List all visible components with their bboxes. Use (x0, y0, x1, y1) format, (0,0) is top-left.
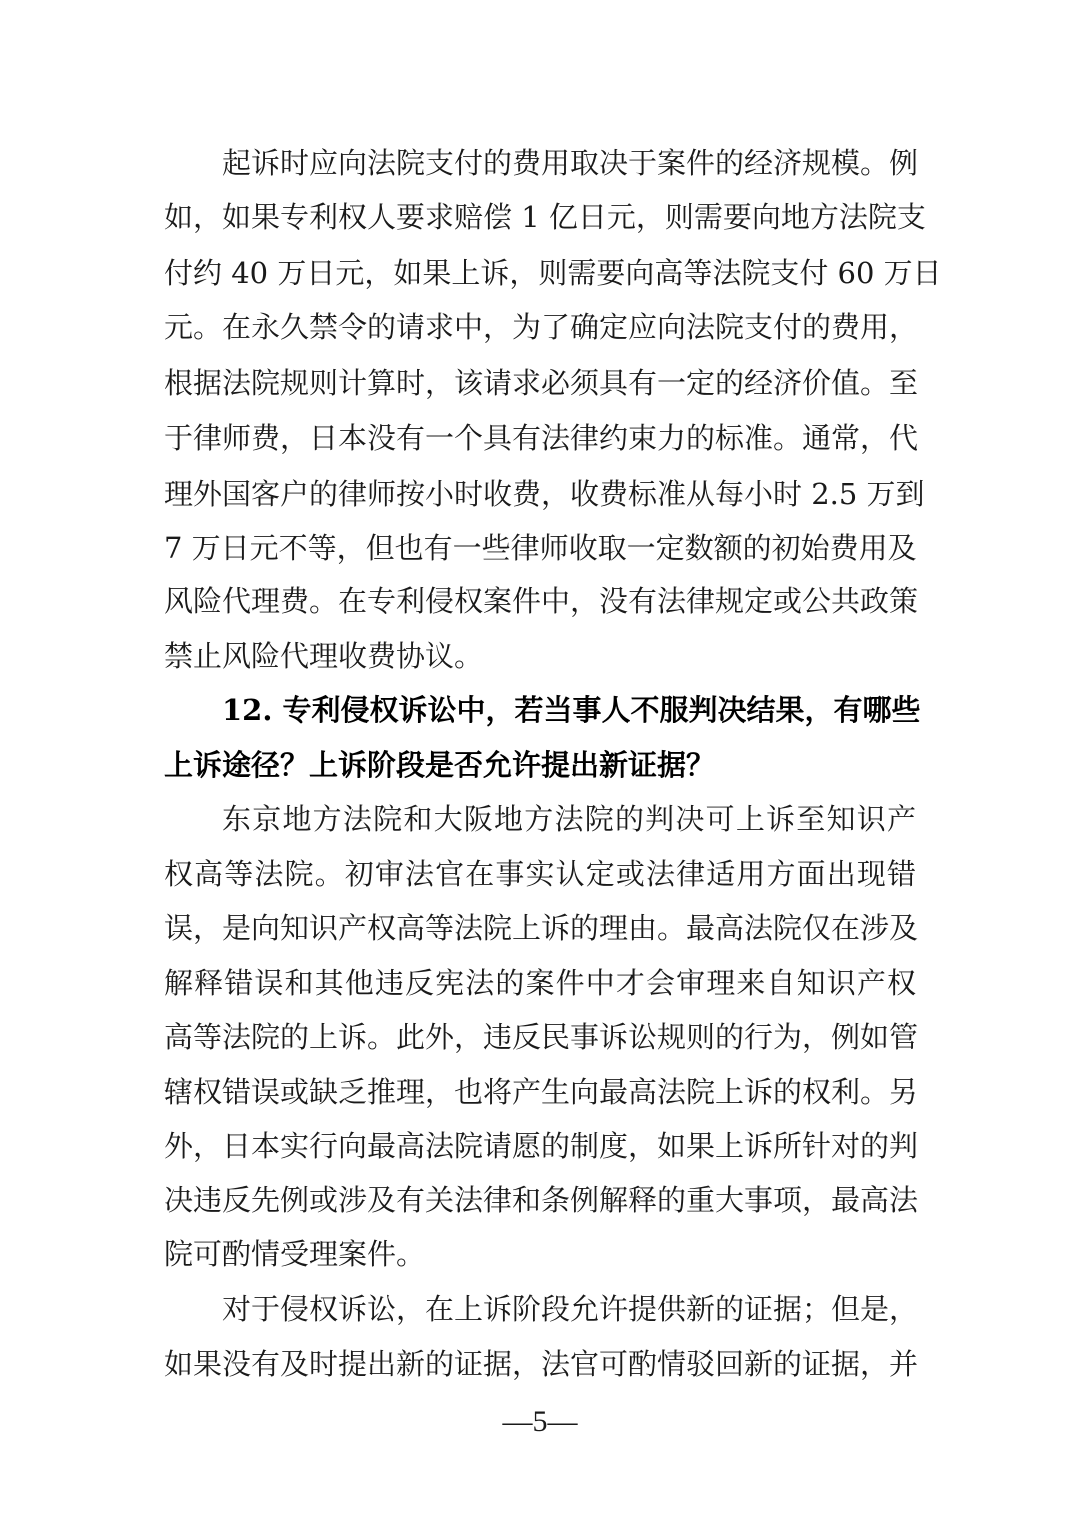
paragraph-line: 付约 40 万日元，如果上诉，则需要向高等法院支付 60 万日 (164, 256, 942, 290)
paragraph-line: 风险代理费。在专利侵权案件中，没有法律规定或公共政策 (164, 584, 919, 618)
paragraph-line: 如，如果专利权人要求赔偿 1 亿日元，则需要向地方法院支 (164, 200, 926, 234)
paragraph-line: 决违反先例或涉及有关法律和条例解释的重大事项，最高法 (164, 1183, 919, 1217)
paragraph-line: 7 万日元不等，但也有一些律师收取一定数额的初始费用及 (164, 531, 917, 565)
paragraph-line: 解释错误和其他违反宪法的案件中才会审理来自知识产权 (164, 966, 916, 1000)
paragraph-line: 高等法院的上诉。此外，违反民事诉讼规则的行为，例如管 (164, 1020, 919, 1054)
paragraph-line: 元。在永久禁令的请求中，为了确定应向法院支付的费用， (164, 310, 919, 344)
paragraph-line: 误，是向知识产权高等法院上诉的理由。最高法院仅在涉及 (164, 911, 919, 945)
paragraph-line: 外，日本实行向最高法院请愿的制度，如果上诉所针对的判 (164, 1129, 919, 1163)
paragraph-line: 东京地方法院和大阪地方法院的判决可上诉至知识产 (222, 802, 916, 836)
paragraph-line: 根据法院规则计算时，该请求必须具有一定的经济价值。至 (164, 366, 919, 400)
paragraph-line: 起诉时应向法院支付的费用取决于案件的经济规模。例 (222, 146, 919, 180)
paragraph-line: 对于侵权诉讼，在上诉阶段允许提供新的证据；但是， (222, 1292, 919, 1326)
paragraph-line: 院可酌情受理案件。 (164, 1237, 426, 1271)
section-heading: 12. 专利侵权诉讼中，若当事人不服判决结果，有哪些 (222, 693, 921, 727)
section-heading: 上诉途径？上诉阶段是否允许提出新证据？ (164, 748, 716, 782)
paragraph-line: 权高等法院。初审法官在事实认定或法律适用方面出现错 (164, 857, 916, 891)
paragraph-line: 禁止风险代理收费协议。 (164, 639, 484, 673)
paragraph-line: 理外国客户的律师按小时收费，收费标准从每小时 2.5 万到 (164, 477, 925, 511)
paragraph-line: 如果没有及时提出新的证据，法官可酌情驳回新的证据，并 (164, 1347, 919, 1381)
paragraph-line: 于律师费，日本没有一个具有法律约束力的标准。通常，代 (164, 421, 919, 455)
paragraph-line: 辖权错误或缺乏推理，也将产生向最高法院上诉的权利。另 (164, 1075, 919, 1109)
page-number: —5— (502, 1405, 578, 1438)
